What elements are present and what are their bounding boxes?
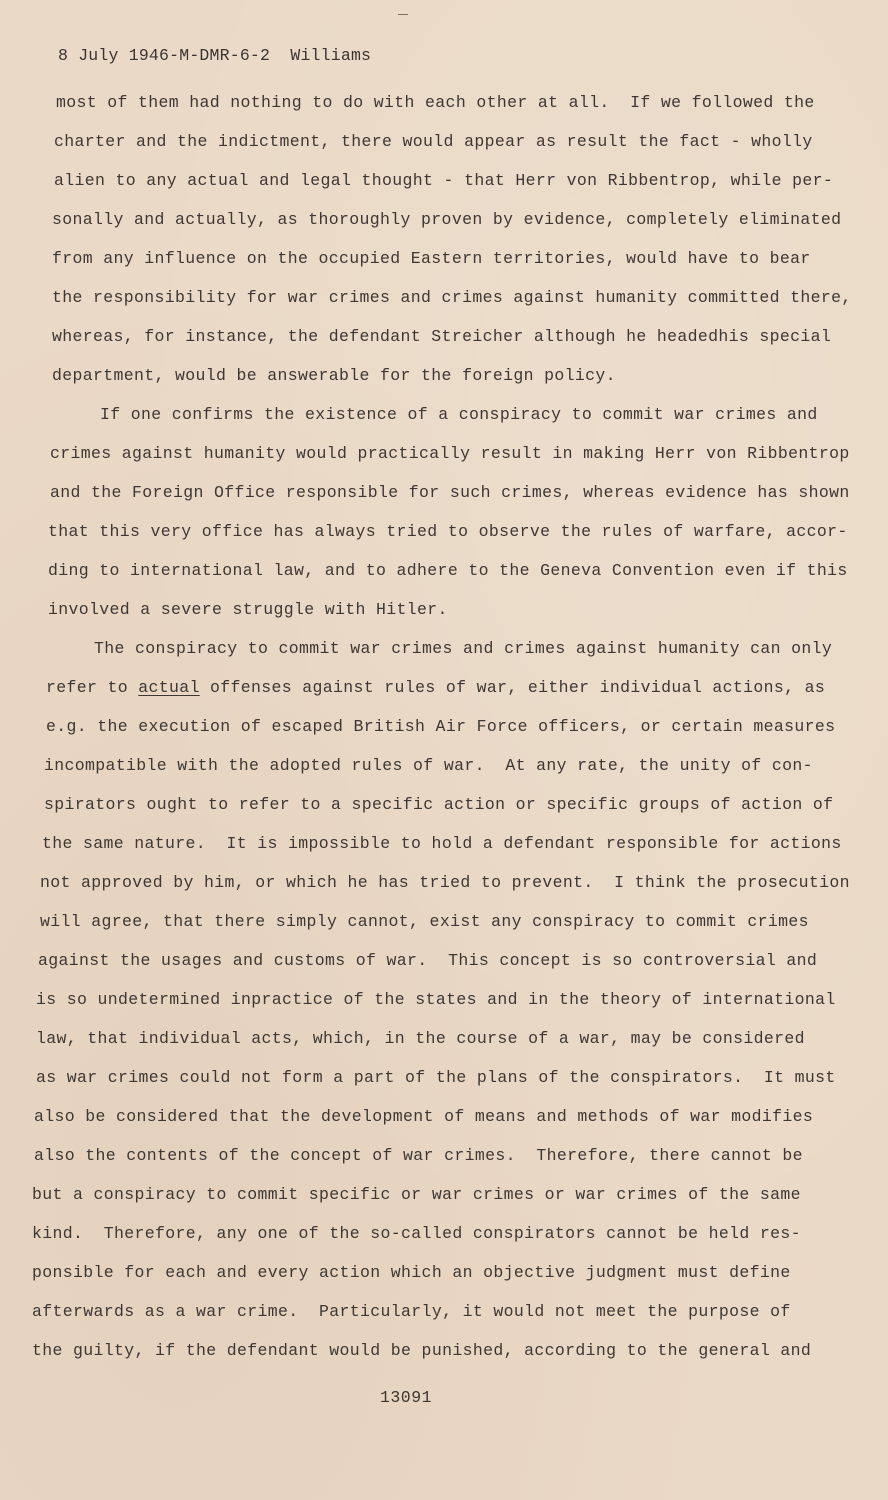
text-line (46, 678, 825, 698)
text-segment: offenses against rules of war, either individual actions, as (199, 678, 826, 697)
page-mark (398, 14, 408, 15)
text-line: alien to any actual and legal thought - that Herr von Ribbentrop, while per- (54, 171, 834, 190)
text-line: is so undetermined inpractice of the states and in the theory of international (36, 990, 836, 1009)
text-line: and the Foreign Office responsible for such crimes, whereas evidence has shown (50, 483, 850, 502)
text-line: spirators ought to refer to a specific action or specific groups of action of (44, 795, 834, 814)
text-segment: refer to (46, 678, 139, 697)
text-line: crimes against humanity would practically result in making Herr von Ribbentrop (50, 444, 850, 463)
text-line: also the contents of the concept of war crimes. Therefore, there cannot be (34, 1146, 803, 1165)
text-line: from any influence on the occupied Eastern territories, would have to bear (52, 249, 811, 268)
text-line: e.g. the execution of escaped British Air Force officers, or certain measures (46, 717, 836, 736)
text-line: that this very office has always tried to observe the rules of warfare, accor- (48, 522, 848, 541)
text-line: the guilty, if the defendant would be punished, according to the general and (32, 1341, 812, 1360)
text-line: the same nature. It is impossible to hold a defendant responsible for actions (42, 834, 842, 853)
text-line: law, that individual acts, which, in the course of a war, may be considered (36, 1029, 805, 1048)
underlined-word: actual (138, 678, 200, 697)
text-line: kind. Therefore, any one of the so-called conspirators cannot be held res- (32, 1224, 801, 1243)
text-line: not approved by him, or which he has tried to prevent. I think the prosecution (40, 873, 850, 892)
text-line: If one confirms the existence of a conspiracy to commit war crimes and (100, 405, 818, 424)
text-line: charter and the indictment, there would appear as result the fact - wholly (54, 132, 813, 151)
text-line: also be considered that the development of means and methods of war modifies (34, 1107, 814, 1126)
text-line: but a conspiracy to commit specific or war crimes or war crimes of the same (32, 1185, 801, 1204)
page-header: 8 July 1946-M-DMR-6-2 Williams (58, 46, 372, 65)
text-line: department, would be answerable for the foreign policy. (52, 366, 616, 385)
text-line: afterwards as a war crime. Particularly, it would not meet the purpose of (32, 1302, 791, 1321)
page-number: 13091 (380, 1388, 433, 1407)
text-line: ding to international law, and to adhere to the Geneva Convention even if this (48, 561, 848, 580)
text-line: sonally and actually, as thoroughly proven by evidence, completely eliminated (52, 210, 842, 229)
text-line: most of them had nothing to do with each other at all. If we followed the (56, 93, 815, 112)
text-line: involved a severe struggle with Hitler. (48, 600, 448, 619)
text-line: The conspiracy to commit war crimes and crimes against humanity can only (94, 639, 833, 658)
text-line: incompatible with the adopted rules of war. At any rate, the unity of con- (44, 756, 813, 775)
text-line: against the usages and customs of war. This concept is so controversial and (38, 951, 818, 970)
text-line: whereas, for instance, the defendant Streicher although he headedhis special (52, 327, 832, 346)
text-line: as war crimes could not form a part of the plans of the conspirators. It must (36, 1068, 836, 1087)
text-line: the responsibility for war crimes and crimes against humanity committed there, (52, 288, 852, 307)
text-line: ponsible for each and every action which an objective judgment must define (32, 1263, 791, 1282)
text-line: will agree, that there simply cannot, exist any conspiracy to commit crimes (40, 912, 809, 931)
